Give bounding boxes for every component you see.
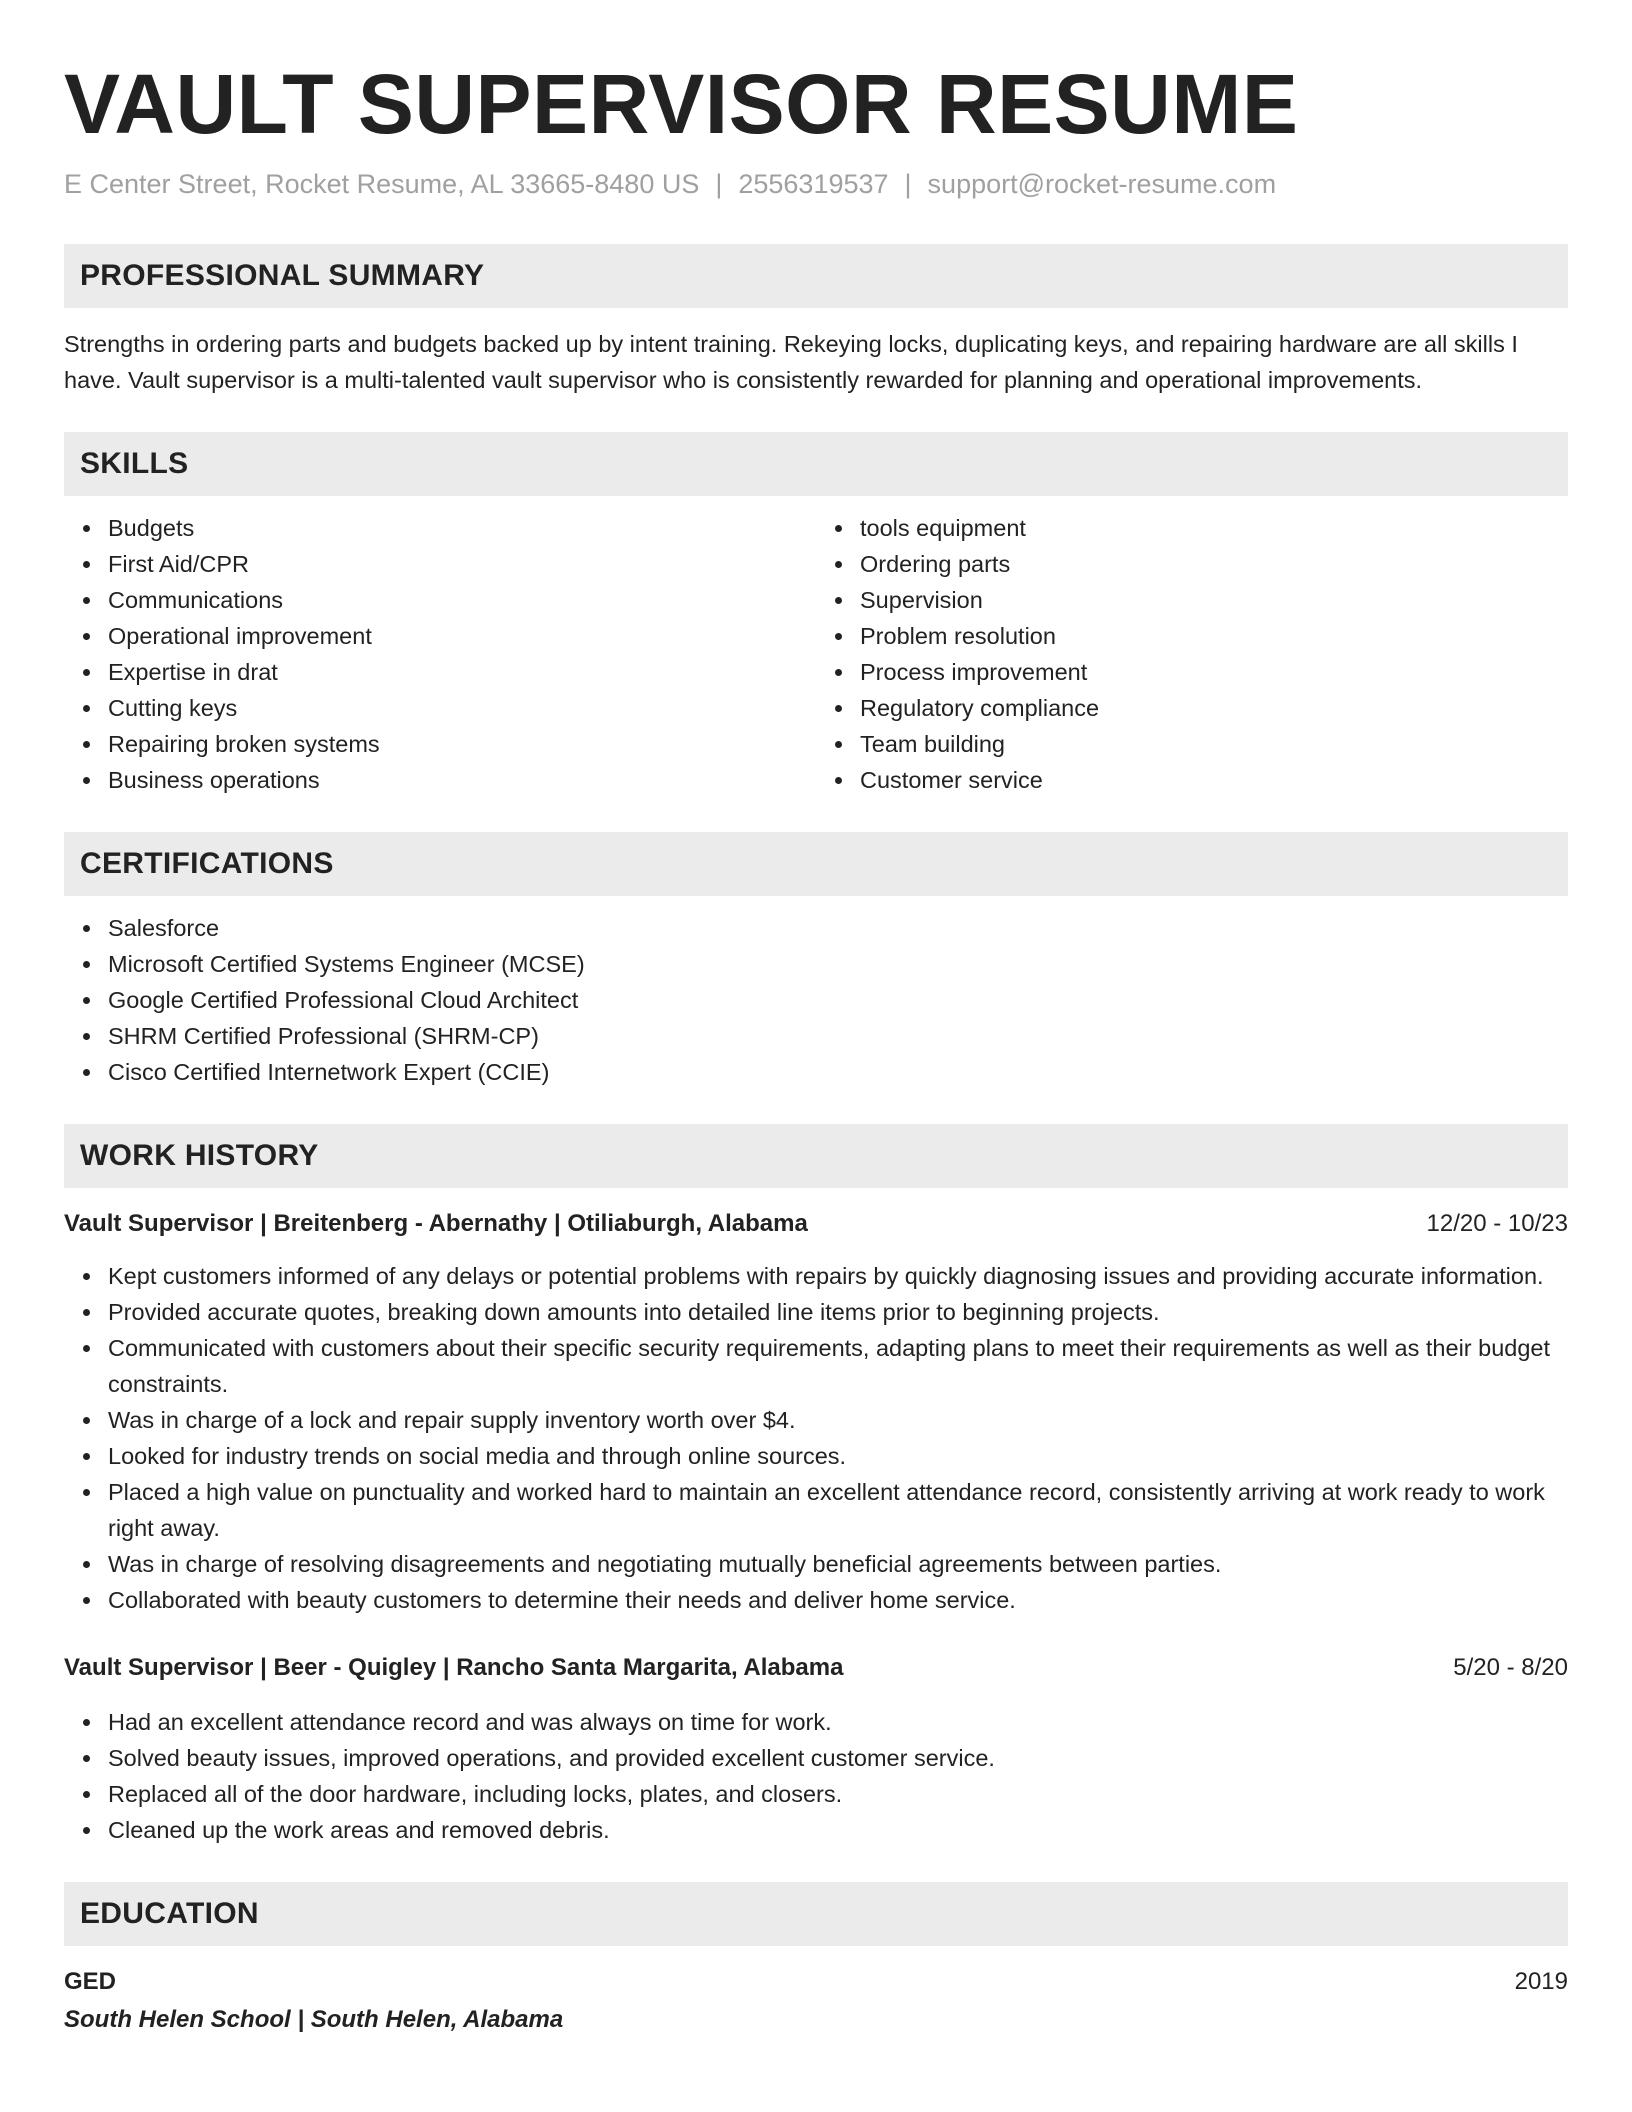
- certification-item: Salesforce: [108, 910, 1568, 946]
- skill-item: Process improvement: [860, 654, 1568, 690]
- job-bullet: Placed a high value on punctuality and worked hard to maintain an excellent attendance record, consistently arriving at work ready to work right away.: [108, 1474, 1568, 1546]
- job-bullet: Kept customers informed of any delays or potential problems with repairs by quickly diagnosing issues and providing accurate information.: [108, 1258, 1568, 1294]
- job-dates: 5/20 - 8/20: [1453, 1654, 1568, 1681]
- skill-item: Regulatory compliance: [860, 690, 1568, 726]
- section-heading: WORK HISTORY: [80, 1139, 319, 1172]
- certification-item: Cisco Certified Internetwork Expert (CCIE): [108, 1054, 1568, 1090]
- skill-item: Team building: [860, 726, 1568, 762]
- job-bullets: [64, 1258, 1568, 1618]
- job-bullet: Cleaned up the work areas and removed debris.: [108, 1812, 1568, 1848]
- job-bullet: Collaborated with beauty customers to determine their needs and deliver home service.: [108, 1582, 1568, 1618]
- job-dates: 12/20 - 10/23: [1426, 1210, 1568, 1237]
- skill-item: Cutting keys: [108, 690, 816, 726]
- section-header-certifications: [64, 832, 1568, 896]
- skill-item: Expertise in drat: [108, 654, 816, 690]
- skills-column-right: [816, 510, 1568, 798]
- skill-item: Supervision: [860, 582, 1568, 618]
- education-degree: GED: [64, 1968, 117, 1995]
- skills-list: [64, 510, 1568, 798]
- education-school: South Helen School | South Helen, Alabama: [64, 2006, 564, 2033]
- education-year: 2019: [1514, 1968, 1568, 1995]
- summary-text: Strengths in ordering parts and budgets backed up by intent training. Rekeying locks, duplicating keys, and repairing hardware are all skills I have. Vault supervisor is a multi-talented vault supervisor who is consistently rewarded for planning and operational improvements.: [64, 331, 1518, 393]
- section-header-summary: [64, 244, 1568, 308]
- contact-separator: |: [904, 169, 912, 199]
- skill-item: tools equipment: [860, 510, 1568, 546]
- skill-item: Business operations: [108, 762, 816, 798]
- job-header: [64, 1650, 1568, 1686]
- job-bullet: Was in charge of a lock and repair supply inventory worth over $4.: [108, 1402, 1568, 1438]
- certification-item: Google Certified Professional Cloud Architect: [108, 982, 1568, 1018]
- job-header: [64, 1206, 1568, 1242]
- contact-phone: 2556319537: [738, 169, 889, 199]
- skill-item: Ordering parts: [860, 546, 1568, 582]
- education-header: [64, 1964, 1568, 2000]
- skill-item: First Aid/CPR: [108, 546, 816, 582]
- section-header-work-history: [64, 1124, 1568, 1188]
- skill-item: Problem resolution: [860, 618, 1568, 654]
- certification-item: SHRM Certified Professional (SHRM-CP): [108, 1018, 1568, 1054]
- section-heading: EDUCATION: [80, 1897, 259, 1930]
- job-bullet: Communicated with customers about their specific security requirements, adapting plans to meet their requirements as well as their budget constraints.: [108, 1330, 1568, 1402]
- certification-item: Microsoft Certified Systems Engineer (MCSE): [108, 946, 1568, 982]
- resume-title: VAULT SUPERVISOR RESUME: [64, 57, 1299, 151]
- skills-column-left: [64, 510, 816, 798]
- job-bullets: [64, 1704, 1568, 1848]
- skill-item: Communications: [108, 582, 816, 618]
- skill-item: Operational improvement: [108, 618, 816, 654]
- section-header-education: [64, 1882, 1568, 1946]
- certifications-list: [64, 910, 1568, 1090]
- skill-item: Customer service: [860, 762, 1568, 798]
- job-bullet: Provided accurate quotes, breaking down amounts into detailed line items prior to beginning projects.: [108, 1294, 1568, 1330]
- skill-item: Repairing broken systems: [108, 726, 816, 762]
- contact-separator: |: [715, 169, 723, 199]
- job-bullet: Solved beauty issues, improved operations, and provided excellent customer service.: [108, 1740, 1568, 1776]
- section-heading: CERTIFICATIONS: [80, 847, 334, 880]
- section-header-skills: [64, 432, 1568, 496]
- job-bullet: Had an excellent attendance record and was always on time for work.: [108, 1704, 1568, 1740]
- skill-item: Budgets: [108, 510, 816, 546]
- job-bullet: Was in charge of resolving disagreements and negotiating mutually beneficial agreements between parties.: [108, 1546, 1568, 1582]
- job-title: Vault Supervisor | Beer - Quigley | Rancho Santa Margarita, Alabama: [64, 1654, 844, 1681]
- section-heading: PROFESSIONAL SUMMARY: [80, 259, 485, 292]
- job-title: Vault Supervisor | Breitenberg - Abernathy | Otiliaburgh, Alabama: [64, 1210, 808, 1237]
- contact-line: [64, 166, 1568, 202]
- section-heading: SKILLS: [80, 447, 189, 480]
- job-bullet: Looked for industry trends on social media and through online sources.: [108, 1438, 1568, 1474]
- job-bullet: Replaced all of the door hardware, including locks, plates, and closers.: [108, 1776, 1568, 1812]
- contact-email: support@rocket-resume.com: [927, 169, 1277, 199]
- contact-address: E Center Street, Rocket Resume, AL 33665-8480 US: [64, 169, 700, 199]
